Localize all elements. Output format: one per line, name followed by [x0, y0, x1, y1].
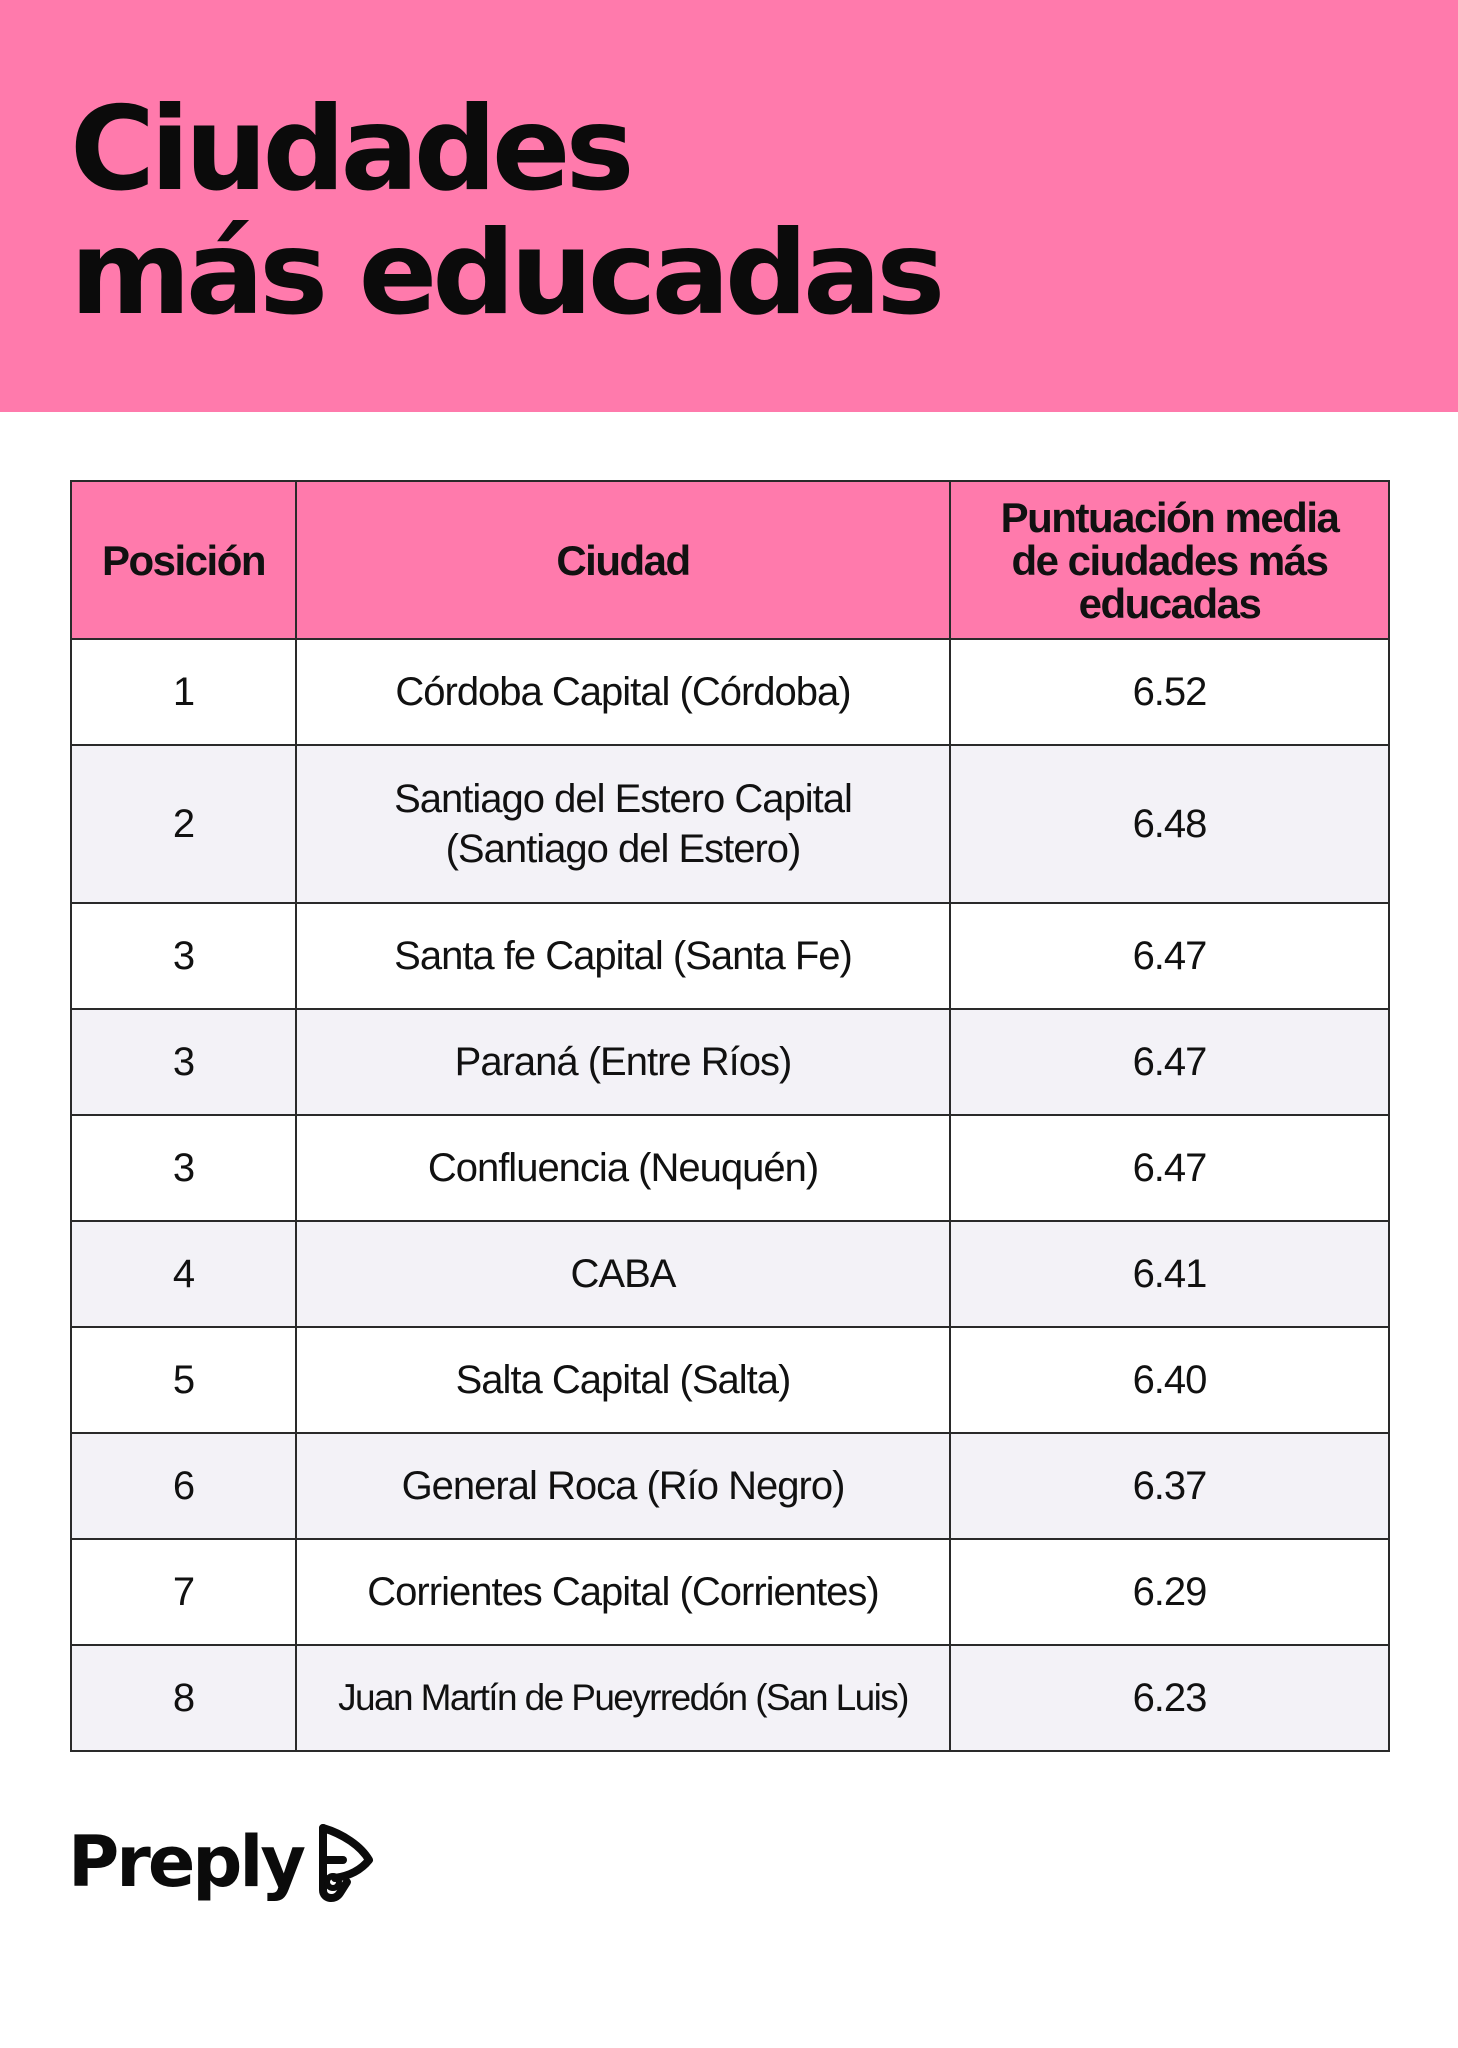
cell-city: Confluencia (Neuquén)	[296, 1115, 950, 1221]
page-title-line-1: Ciudades	[70, 82, 630, 217]
table-row	[71, 1221, 1389, 1327]
cell-score: 6.47	[950, 1009, 1389, 1115]
cell-score: 6.41	[950, 1221, 1389, 1327]
column-header-score: Puntuación media de ciudades más educadas	[950, 481, 1389, 639]
cell-position: 3	[71, 1009, 296, 1115]
cell-score: 6.47	[950, 903, 1389, 1009]
cell-city: Paraná (Entre Ríos)	[296, 1009, 950, 1115]
cell-score: 6.37	[950, 1433, 1389, 1539]
cell-score: 6.47	[950, 1115, 1389, 1221]
cell-city: Salta Capital (Salta)	[296, 1327, 950, 1433]
cell-score: 6.40	[950, 1327, 1389, 1433]
ranking-table	[70, 480, 1390, 1752]
page-title	[70, 82, 941, 341]
cell-position: 3	[71, 903, 296, 1009]
cell-position: 1	[71, 639, 296, 745]
table-row	[71, 745, 1389, 903]
ranking-table-container	[70, 480, 1388, 1752]
cell-city: Córdoba Capital (Córdoba)	[296, 639, 950, 745]
cell-position: 2	[71, 745, 296, 903]
table-row	[71, 1115, 1389, 1221]
brand-name: Preply	[68, 1821, 304, 1903]
cell-city: Juan Martín de Pueyrredón (San Luis)	[296, 1645, 950, 1751]
cell-position: 7	[71, 1539, 296, 1645]
brand-logo	[68, 1820, 375, 1904]
table-row	[71, 903, 1389, 1009]
cell-score: 6.29	[950, 1539, 1389, 1645]
cell-score: 6.52	[950, 639, 1389, 745]
cell-city: General Roca (Río Negro)	[296, 1433, 950, 1539]
table-row	[71, 1433, 1389, 1539]
preply-logo-icon	[313, 1820, 375, 1904]
column-header-city: Ciudad	[296, 481, 950, 639]
column-header-position: Posición	[71, 481, 296, 639]
cell-city: Santiago del Estero Capital (Santiago del Estero)	[296, 745, 950, 903]
table-header-row	[71, 481, 1389, 639]
page-title-line-2: más educadas	[70, 206, 941, 341]
table-row	[71, 1009, 1389, 1115]
cell-score: 6.23	[950, 1645, 1389, 1751]
table-row	[71, 1645, 1389, 1751]
cell-city: Corrientes Capital (Corrientes)	[296, 1539, 950, 1645]
cell-position: 5	[71, 1327, 296, 1433]
cell-city: CABA	[296, 1221, 950, 1327]
cell-city: Santa fe Capital (Santa Fe)	[296, 903, 950, 1009]
cell-score: 6.48	[950, 745, 1389, 903]
table-row	[71, 1327, 1389, 1433]
header-band	[0, 0, 1458, 412]
cell-position: 4	[71, 1221, 296, 1327]
cell-position: 6	[71, 1433, 296, 1539]
table-row	[71, 1539, 1389, 1645]
cell-position: 8	[71, 1645, 296, 1751]
table-row	[71, 639, 1389, 745]
cell-position: 3	[71, 1115, 296, 1221]
